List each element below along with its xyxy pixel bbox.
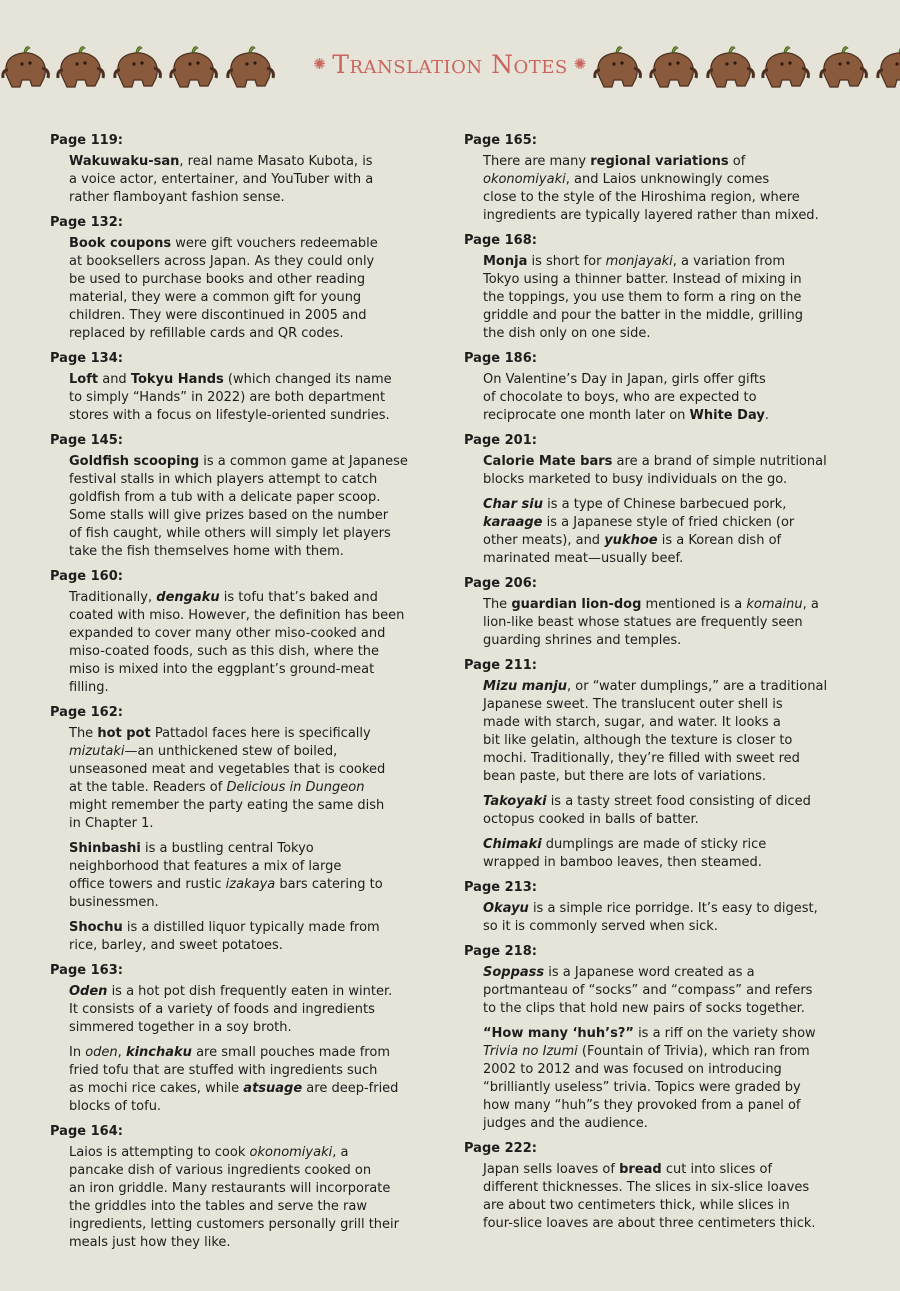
note-section xyxy=(464,132,834,225)
note-paragraph: Takoyaki is a tasty street food consisting of diced octopus cooked in balls of batter. xyxy=(483,794,811,827)
note-section xyxy=(50,132,410,207)
note-paragraph: Soppass is a Japanese word created as a portmanteau of “socks” and “compass” and refers to the clips that hold new pairs of socks together. xyxy=(483,965,813,1016)
note-section xyxy=(50,350,410,425)
note-paragraph: Char siu is a type of Chinese barbecued pork, karaage is a Japanese style of fried chicken (or other meats), and yukhoe is a Korean dish of marinated meat—usually beef. xyxy=(483,497,795,566)
page-reference: Page 164: xyxy=(50,1124,123,1139)
note-paragraph: Oden is a hot pot dish frequently eaten in winter. It consists of a variety of foods and ingredients simmered together in a soy broth. xyxy=(69,984,393,1035)
page-reference: Page 119: xyxy=(50,133,123,148)
page-reference: Page 132: xyxy=(50,215,123,230)
page-reference: Page 211: xyxy=(464,658,537,673)
note-paragraph: There are many regional variations of okonomiyaki, and Laios unknowingly comes close to the style of the Hiroshima region, where ingredients are typically layered rather than mixed. xyxy=(483,154,819,223)
page-reference: Page 160: xyxy=(50,569,123,584)
note-section xyxy=(464,879,834,936)
page-reference: Page 186: xyxy=(464,351,537,366)
note-section xyxy=(464,232,834,343)
note-section xyxy=(50,432,410,561)
page-reference: Page 162: xyxy=(50,705,123,720)
header-banner xyxy=(0,0,900,100)
note-paragraph: Chimaki dumplings are made of sticky rice wrapped in bamboo leaves, then steamed. xyxy=(483,837,767,870)
note-section xyxy=(464,432,834,568)
note-section xyxy=(464,575,834,650)
note-paragraph: The guardian lion-dog mentioned is a komainu, a lion-like beast whose statues are frequently seen guarding shrines and temples. xyxy=(483,597,819,648)
right-column xyxy=(464,132,834,1240)
note-paragraph: The hot pot Pattadol faces here is specifically mizutaki—an unthickened stew of boiled, unseasoned meat and vegetables that is cooked at the table. Readers of Delicious in Dungeon might remember the party eating the same dish in Chapter 1. xyxy=(69,726,386,831)
note-paragraph: Mizu manju, or “water dumplings,” are a traditional Japanese sweet. The translucent outer shell is made with starch, sugar, and water. It looks a bit like gelatin, although the texture is closer to mochi. Traditionally, they’re filled with sweet red bean paste, but there are lots of variations. xyxy=(483,679,828,784)
page-reference: Page 218: xyxy=(464,944,537,959)
note-paragraph: In oden, kinchaku are small pouches made from fried tofu that are stuffed with ingredients such as mochi rice cakes, while atsuage are deep-fried blocks of tofu. xyxy=(69,1045,399,1114)
note-section xyxy=(50,214,410,343)
note-paragraph: Laios is attempting to cook okonomiyaki, a pancake dish of various ingredients cooked on an iron griddle. Many restaurants will incorporate the griddles into the tables and serve the raw ingredients, letting customers personally grill their meals just how they like. xyxy=(69,1145,399,1250)
sparkle-icon: ✺ xyxy=(573,55,587,73)
note-paragraph: Japan sells loaves of bread cut into slices of different thicknesses. The slices in six-slice loaves are about two centimeters thick, while slices in four-slice loaves are about three centimeters thick. xyxy=(483,1162,816,1231)
page-reference: Page 206: xyxy=(464,576,537,591)
page-title xyxy=(0,50,900,79)
note-section xyxy=(50,1123,410,1252)
note-paragraph: Wakuwaku-san, real name Masato Kubota, is a voice actor, entertainer, and YouTuber with a rather flamboyant fashion sense. xyxy=(69,154,374,205)
note-paragraph: Monja is short for monjayaki, a variation from Tokyo using a thinner batter. Instead of mixing in the toppings, you use them to form a ring on the griddle and pour the batter in the middle, grilling the dish only on one side. xyxy=(483,254,803,341)
note-section xyxy=(464,1140,834,1233)
note-section xyxy=(50,568,410,697)
page-reference: Page 163: xyxy=(50,963,123,978)
page-reference: Page 165: xyxy=(464,133,537,148)
note-section xyxy=(464,943,834,1133)
note-paragraph: Shinbashi is a bustling central Tokyo neighborhood that features a mix of large office towers and rustic izakaya bars catering to businessmen. xyxy=(69,841,383,910)
note-paragraph: Book coupons were gift vouchers redeemable at booksellers across Japan. As they could only be used to purchase books and other reading material, they were a common gift for young children. They were discontinued in 2005 and replaced by refillable cards and QR codes. xyxy=(69,236,378,341)
sparkle-icon: ✺ xyxy=(313,55,327,73)
note-paragraph: Okayu is a simple rice porridge. It’s easy to digest, so it is commonly served when sick. xyxy=(483,901,818,934)
page-reference: Page 213: xyxy=(464,880,537,895)
note-paragraph: On Valentine’s Day in Japan, girls offer gifts of chocolate to boys, who are expected to reciprocate one month later on White Day. xyxy=(483,372,769,423)
note-section xyxy=(50,962,410,1116)
page-reference: Page 201: xyxy=(464,433,537,448)
note-paragraph: Traditionally, dengaku is tofu that’s baked and coated with miso. However, the definition has been expanded to cover many other miso-cooked and miso-coated foods, such as this dish, where the miso is mixed into the eggplant’s ground-meat filling. xyxy=(69,590,405,695)
page-reference: Page 168: xyxy=(464,233,537,248)
page-reference: Page 222: xyxy=(464,1141,537,1156)
page-reference: Page 134: xyxy=(50,351,123,366)
note-paragraph: Loft and Tokyu Hands (which changed its name to simply “Hands” in 2022) are both department stores with a focus on lifestyle-oriented sundries. xyxy=(69,372,392,423)
note-paragraph: “How many ‘huh’s?” is a riff on the variety show Trivia no Izumi (Fountain of Trivia), which ran from 2002 to 2012 and was focused on introducing “brilliantly useless” trivia. Topics were graded by how many “huh”s they provoked from a panel of judges and the audience. xyxy=(483,1026,816,1131)
note-section xyxy=(464,350,834,425)
page-reference: Page 145: xyxy=(50,433,123,448)
note-section xyxy=(50,704,410,955)
note-paragraph: Goldfish scooping is a common game at Japanese festival stalls in which players attempt to catch goldfish from a tub with a delicate paper scoop. Some stalls will give prizes based on the number of fish caught, while others will simply let players take the fish themselves home with them. xyxy=(69,454,408,559)
note-section xyxy=(464,657,834,872)
page-title-text: Translation Notes xyxy=(332,50,568,79)
note-paragraph: Shochu is a distilled liquor typically made from rice, barley, and sweet potatoes. xyxy=(69,920,380,953)
note-paragraph: Calorie Mate bars are a brand of simple nutritional blocks marketed to busy individuals on the go. xyxy=(483,454,827,487)
left-column xyxy=(50,132,410,1259)
